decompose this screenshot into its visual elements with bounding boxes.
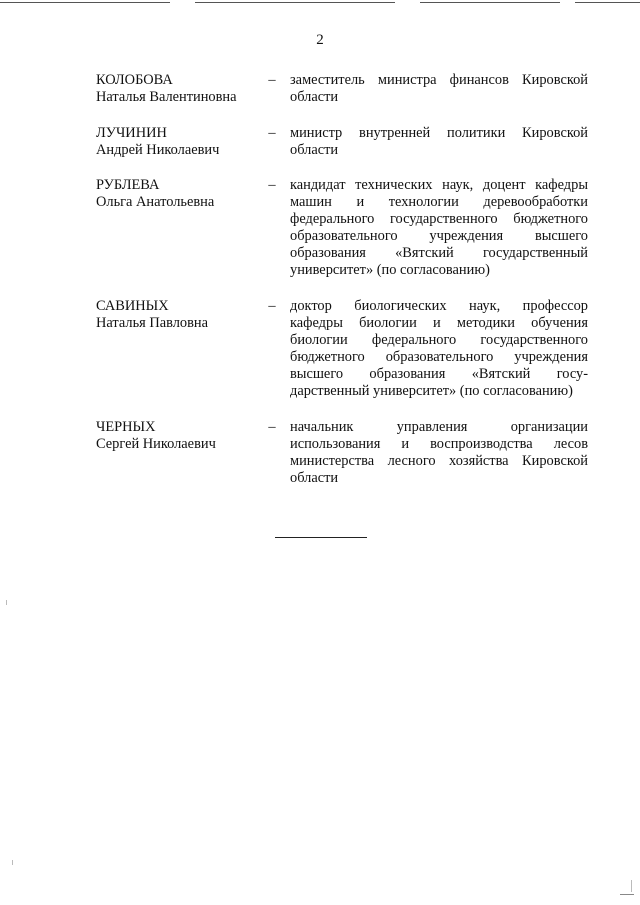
surname: КОЛОБОВА — [96, 72, 173, 88]
description-line: использования и воспроизводства лесов — [290, 436, 588, 452]
surname: РУБЛЕВА — [96, 177, 160, 193]
page-number: 2 — [316, 32, 324, 48]
scan-mark — [620, 894, 634, 895]
scan-top-edge — [0, 0, 640, 5]
description-line: министерства лесного хозяйства Кировской — [290, 453, 588, 469]
position-description — [290, 177, 588, 279]
description-line: университет» (по согласованию) — [290, 262, 490, 278]
person-name — [96, 419, 266, 453]
dash: – — [268, 177, 276, 193]
description-line: высшего образования «Вятский госу- — [290, 366, 588, 382]
dash: – — [268, 72, 276, 88]
position-description — [290, 298, 588, 400]
description-line: кандидат технических наук, доцент кафедры — [290, 177, 588, 193]
description-line: начальник управления организации — [290, 419, 588, 435]
given-names: Сергей Николаевич — [96, 436, 216, 452]
scan-speck — [12, 860, 13, 865]
description-line: области — [290, 470, 339, 486]
surname: ЛУЧИНИН — [96, 125, 167, 141]
description-line: кафедры биологии и методики обучения — [290, 315, 588, 331]
description-line: федерального государственного бюджетного — [290, 211, 588, 227]
description-line: доктор биологических наук, профессор — [290, 298, 588, 314]
person-name — [96, 298, 266, 332]
description-line: министр внутренней политики Кировской — [290, 125, 588, 141]
description-line: образовательного учреждения высшего — [290, 228, 588, 244]
surname: САВИНЫХ — [96, 298, 169, 314]
person-name — [96, 125, 266, 159]
position-description — [290, 419, 588, 487]
description-line: области — [290, 142, 339, 158]
position-description — [290, 125, 588, 159]
given-names: Андрей Николаевич — [96, 142, 220, 158]
description-line: бюджетного образовательного учреждения — [290, 349, 588, 365]
given-names: Наталья Павловна — [96, 315, 208, 331]
scan-speck — [631, 880, 632, 892]
person-name — [96, 177, 266, 211]
closing-rule — [275, 537, 367, 538]
position-description — [290, 72, 588, 106]
person-name — [96, 72, 266, 106]
description-line: машин и технологии деревообработки — [290, 194, 588, 210]
description-line: дарственный университет» (по согласованию) — [290, 383, 573, 399]
description-line: заместитель министра финансов Кировской — [290, 72, 588, 88]
description-line: области — [290, 89, 339, 105]
description-line: образования «Вятский государственный — [290, 245, 588, 261]
surname: ЧЕРНЫХ — [96, 419, 156, 435]
dash: – — [268, 125, 276, 141]
given-names: Ольга Анатольевна — [96, 194, 215, 210]
scan-speck — [6, 600, 7, 605]
description-line: биологии федерального государственного — [290, 332, 588, 348]
dash: – — [268, 298, 276, 314]
dash: – — [268, 419, 276, 435]
given-names: Наталья Валентиновна — [96, 89, 237, 105]
